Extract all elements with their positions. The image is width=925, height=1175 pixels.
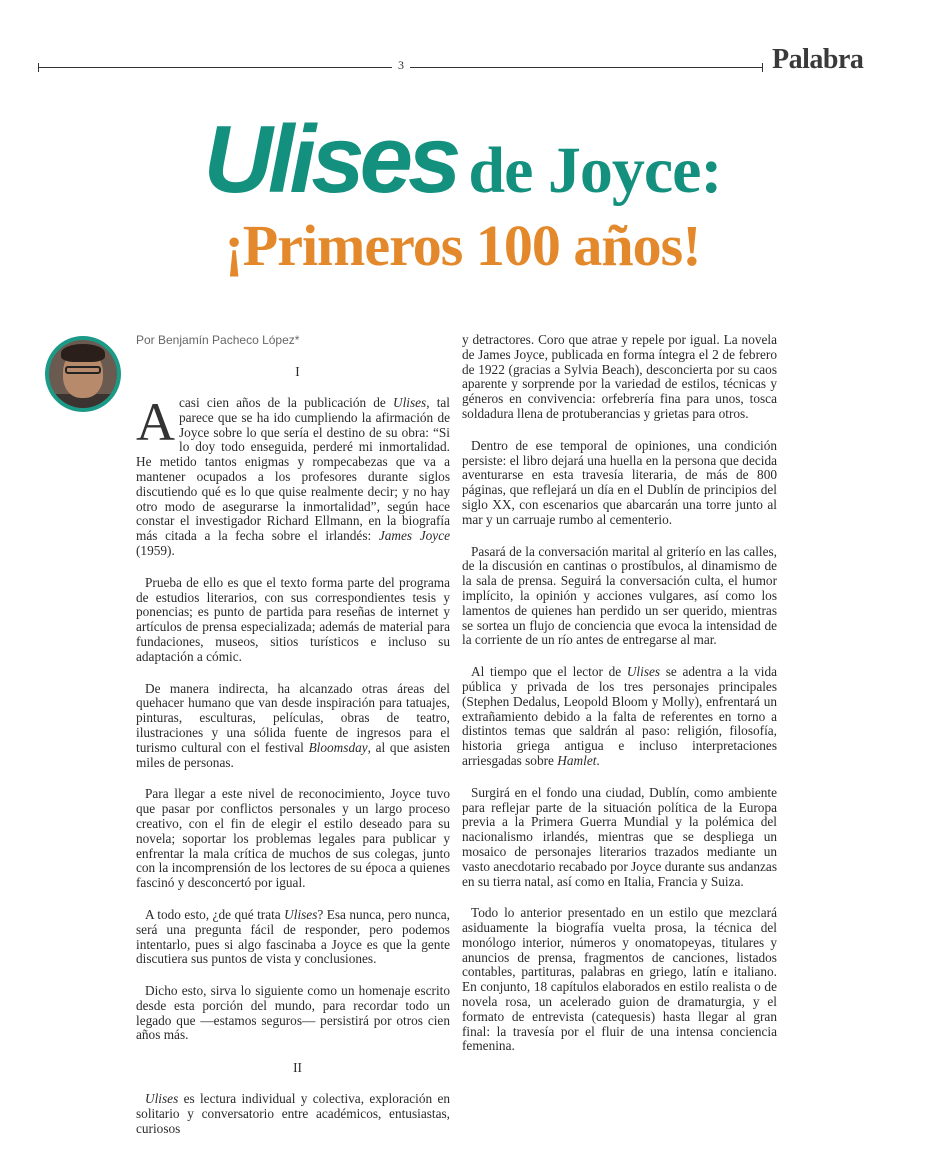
paragraph-5-text-a: A todo esto, ¿de qué trata	[145, 906, 285, 922]
drop-cap: A	[136, 392, 175, 452]
paragraph-5-ulises: Ulises	[284, 906, 318, 922]
paragraph-3-text-a: De manera indirecta, ha alcanzado otras áreas del quehacer humano que van desde inspiración para tatuajes, pinturas, esculturas, películas, obras de teatro, ilustraciones y una sólida fuente de ingresos para el turismo cultural con el festival	[136, 680, 450, 755]
paragraph-13: Todo lo anterior presentado en un estilo que mezclará asiduamente la biografía vuelta prosa, la técnica del monólogo interior, números y onomatopeyas, titulares y anuncios de prensa, fragmentos de canciones, listados contables, partituras, palabras en griego, latín e italiano. En conjunto, 18 capítulos elaborados en estilo realista o de novela rosa, un acelerado guion de dramaturgia, y el formato de entrevista (catequesis) hasta llegar al gran final: la travesía por el fluir de una intensa conciencia femenina.	[462, 905, 777, 1054]
paragraph-5	[136, 908, 450, 967]
section-heading-ii: II	[293, 1060, 302, 1076]
paragraph-7	[136, 1092, 450, 1136]
paragraph-1-title-james-joyce: James Joyce	[378, 528, 450, 544]
header-rule-right	[410, 67, 762, 68]
article-column-2	[462, 333, 777, 1071]
paragraph-11-text-c: .	[596, 752, 600, 768]
section-name: Palabra	[772, 44, 864, 75]
author-avatar	[45, 336, 121, 412]
paragraph-11-text-b: se adentra a la vida pública y privada de los tres personajes principales (Stephen Dedalus, Leopold Bloom y Molly), enfrentará un extrañamiento debido a la falta de referentes en torno a distintos temas que saldrán al paso: religión, filosofía, historia griega antigua e incluso interpretaciones arriesgadas sobre	[462, 664, 777, 768]
paragraph-11	[462, 665, 777, 769]
paragraph-1-text-b: , tal parece que se ha ido cumpliendo la afirmación de Joyce sobre lo que sería el destino de su obra: “Si lo doy todo enseguida, perderé mi inmortalidad. He metido tantos enigmas y rompecabezas que va a mantener ocupados a los profesores durante siglos discutiendo qué es lo que quise realmente decir; y no hay otro modo de asegurarse la inmortalidad”, según hace constar el investigador Richard Ellmann, en la biografía más citada a la fecha sobre el irlandés:	[136, 395, 450, 544]
paragraph-1	[136, 392, 450, 559]
paragraph-7-ulises: Ulises	[145, 1091, 179, 1107]
paragraph-2: Prueba de ello es que el texto forma parte del programa de estudios literarios, con sus correspondientes tesis y ponencias; es punto de partida para reseñas de internet y artículos de prensa especializada; además de material para fundaciones, museos, sitios turísticos e incluso su adaptación a cómic.	[136, 574, 450, 664]
byline: Por Benjamín Pacheco López*	[136, 333, 300, 347]
paragraph-11-text-a: Al tiempo que el lector de	[471, 664, 627, 680]
paragraph-12: Surgirá en el fondo una ciudad, Dublín, como ambiente para reflejar parte de la situación política de la Europa previa a la Primera Guerra Mundial y la polémica del nacionalismo irlandés, mientras que se despliega un mosaico de personajes literarios trazados mediante un vasto anecdotario recabado por Joyce durante sus andanzas en su tierra natal, así como en Italia, Francia y Suiza.	[462, 784, 777, 889]
header-rule-tick-right	[762, 63, 763, 72]
paragraph-1-text-c: (1959).	[136, 542, 175, 558]
headline-line2: ¡Primeros 100 años!	[224, 213, 701, 278]
paragraph-6: Dicho esto, sirva lo siguiente como un homenaje escrito desde esta porción del mundo, para recordar todo un legado que —estamos seguros— persistirá por otros cien años más.	[136, 983, 450, 1043]
avatar-glasses	[65, 366, 101, 374]
paragraph-3-bloomsday: Bloomsday	[308, 739, 368, 755]
section-heading-i: I	[295, 364, 300, 379]
paragraph-11-hamlet: Hamlet	[557, 752, 597, 768]
paragraph-8: y detractores. Coro que atrae y repele por igual. La novela de James Joyce, publicada en forma íntegra el 2 de febrero de 1922 (gracias a Sylvia Beach), desconcierta por su caos aparente y sorprende por la variedad de estilos, técnicas y géneros en convivencia: orfebrería fina para unos, tosca soldadura llena de protuberancias y grietas para otros.	[462, 332, 777, 421]
paragraph-4: Para llegar a este nivel de reconocimiento, Joyce tuvo que pasar por conflictos personales y un largo proceso creativo, con el fin de elegir el estilo deseado para su novela; soportar los problemas legales para publicar y enfrentar la mala crítica de muchos de sus colegas, junto con la incomprensión de los lectores de su época a quienes fascinó y desconcertó por igual.	[136, 786, 450, 891]
author-photo	[49, 340, 117, 408]
paragraph-5-text-b: ? Esa nunca, pero nunca, será una pregunta fácil de responder, pero podemos intentarlo, pues si algo fascinaba a Joyce es que la gente discutiera sus puntos de vista y conclusiones.	[136, 906, 451, 967]
paragraph-3	[136, 682, 450, 771]
avatar-hair	[61, 344, 105, 362]
page-number: 3	[398, 58, 404, 72]
paragraph-10: Pasará de la conversación marital al griterío en las calles, de la discusión en cantinas o prostíbulos, al dinamismo de la sala de prensa. Seguirá la conversación culta, el humor implícito, la opinión y acciones vulgares, así como los lamentos de quienes han perdido un ser querido, mientras se sortea un flujo de conciencia que evoca la intensidad de la corriente de un río antes de entregarse al mar.	[462, 543, 777, 648]
paragraph-3-text-b: , al que asisten miles de personas.	[136, 739, 450, 770]
headline-ulises: Ulises	[203, 106, 457, 213]
paragraph-11-ulises: Ulises	[626, 664, 661, 680]
paragraph-7-text: es lectura individual y colectiva, exploración en solitario y conversatorio entre académicos, entusiastas, curiosos	[136, 1091, 450, 1136]
paragraph-1-text-a: casi cien años de la publicación de	[179, 395, 393, 410]
paragraph-1-title-ulises: Ulises	[392, 395, 427, 410]
headline-line1	[0, 105, 925, 215]
headline-de-joyce: de Joyce:	[468, 134, 722, 207]
paragraph-9: Dentro de ese temporal de opiniones, una condición persiste: el libro dejará una huella en la persona que decida aventurarse en esta travesía literaria, de más de 800 páginas, que reflejará un día en el Dublín de principios del siglo XX, con escenarios que abarcarán una torre junto al mar y un carruaje rumbo al cementerio.	[462, 437, 777, 527]
article-column-1	[136, 364, 450, 1137]
header-rule-left	[38, 67, 392, 68]
